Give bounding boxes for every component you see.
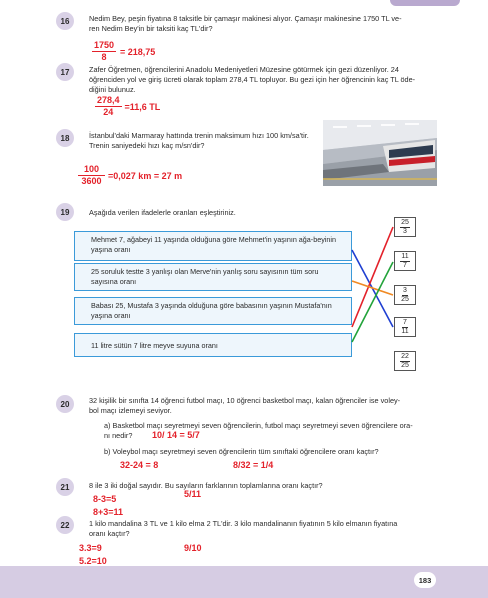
q20-a-line2: nı nedir? xyxy=(104,431,133,440)
q16-frac-num: 1750 xyxy=(94,40,115,50)
ratio-3-den: 25 xyxy=(401,295,409,303)
ratio-4-num: 7 xyxy=(403,318,407,326)
q16-frac-den: 8 xyxy=(101,52,107,62)
question-number-19: 19 xyxy=(56,203,74,221)
q17-frac-num: 278,4 xyxy=(97,95,120,105)
q20-part-b: b) Voleybol maçı seyretmeyi seven öğrencilerin tüm sınıftaki öğrencilere oranı kaçtır? xyxy=(104,447,379,456)
q16-line1: Nedim Bey, peşin fiyatına 8 taksitle bir çamaşır makinesi alıyor. Çamaşır makinesine 1750 TL ve- xyxy=(89,14,402,23)
match-line-3 xyxy=(352,227,393,327)
q21-answer-3: 5/11 xyxy=(184,489,202,499)
statement-box-2: 25 soruluk testte 3 yanlışı olan Merve'nin yanlış soru sayısının tüm soru sayısına oranı xyxy=(74,263,352,291)
q17-line2: öğrenciden yol ve giriş ücreti olarak toplam 278,4 TL topluyor. Bu gezi için her öğrencinin kaç TL öde- xyxy=(89,75,416,84)
ratio-4-den: 11 xyxy=(401,327,409,335)
ratio-2-num: 11 xyxy=(401,252,409,260)
q16-line2: ren Nedim Bey'in bir taksiti kaç TL'dir? xyxy=(89,24,213,33)
q20-text xyxy=(89,396,449,416)
q18-line1: İstanbul'daki Marmaray hattında trenin maksimum hızı 100 km/sa'tir. xyxy=(89,131,309,140)
q17-result: =11,6 TL xyxy=(124,101,161,112)
q18-frac-num: 100 xyxy=(78,164,105,176)
q21-text: 8 ile 3 iki doğal sayıdır. Bu sayıların farklarının toplamlarına oranı kaçtır? xyxy=(89,481,323,490)
ratio-2-den: 7 xyxy=(403,261,407,269)
q21-answer-2: 8+3=11 xyxy=(93,507,124,517)
statement-box-4: 11 litre sütün 7 litre meyve suyuna oranı xyxy=(74,333,352,357)
q20-line2: bol maçı izlemeyi seviyor. xyxy=(89,406,172,415)
q20-a-line1: a) Basketbol maçı seyretmeyi seven öğrencilerin, futbol maçı seyretmeyi seven öğrencilere ora- xyxy=(104,421,413,430)
q22-line1: 1 kilo mandalina 3 TL ve 1 kilo elma 2 TL'dir. 3 kilo mandalinanın fiyatının 5 kilo elmanın fiyatına xyxy=(89,519,398,528)
match-line-2 xyxy=(352,281,393,295)
question-number-22: 22 xyxy=(56,516,74,534)
q22-text xyxy=(89,519,449,539)
question-number-17: 17 xyxy=(56,63,74,81)
q16-result: = 218,75 xyxy=(120,46,156,57)
statement-box-3: Babası 25, Mustafa 3 yaşında olduğuna göre babasının yaşının Mustafa'nın yaşına oranı xyxy=(74,297,352,325)
q22-answer-1: 3.3=9 xyxy=(79,543,102,553)
statement-box-1: Mehmet 7, ağabeyi 11 yaşında olduğuna göre Mehmet'in yaşının ağa-beyinin yaşına oranı xyxy=(74,231,352,261)
ratio-5-den: 25 xyxy=(401,361,409,369)
question-number-16: 16 xyxy=(56,12,74,30)
question-number-20: 20 xyxy=(56,395,74,413)
q20-a-answer: 10/ 14 = 5/7 xyxy=(152,430,200,440)
match-line-4 xyxy=(352,262,393,342)
q22-answer-3: 9/10 xyxy=(184,543,202,553)
question-number-21: 21 xyxy=(56,478,74,496)
q21-answer-1: 8-3=5 xyxy=(93,494,117,504)
question-number-18: 18 xyxy=(56,129,74,147)
q17-frac-den: 24 xyxy=(103,107,114,117)
ratio-5-num: 22 xyxy=(401,352,409,360)
ratio-1-num: 25 xyxy=(401,218,409,226)
q22-answer-2: 5.2=10 xyxy=(79,556,107,566)
q20-b-answer-2: 8/32 = 1/4 xyxy=(233,460,274,470)
q20-b-answer-1: 32-24 = 8 xyxy=(120,460,159,470)
q20-line1: 32 kişilik bir sınıfta 14 öğrenci futbol maçı, 10 öğrenci basketbol maçı, kalan öğrenciler ise voley- xyxy=(89,396,401,405)
q18-result: =0,027 km = 27 m xyxy=(108,170,183,181)
page-number: 183 xyxy=(414,572,436,588)
q22-line2: oranı kaçtır? xyxy=(89,529,130,538)
q19-instruction: Aşağıda verilen ifadelerle oranları eşleştiriniz. xyxy=(89,208,236,217)
q17-line3: diğini bulunuz. xyxy=(89,85,136,94)
q18-frac-den: 3600 xyxy=(81,176,102,186)
q17-line1: Zafer Öğretmen, öğrencilerini Anadolu Medeniyetleri Müzesine götürmek için gezi düzenliyor. 24 xyxy=(89,65,399,74)
ratio-1-den: 3 xyxy=(403,227,407,235)
ratio-3-num: 3 xyxy=(403,286,407,294)
q18-line2: Trenin saniyedeki hızı kaç m/sn'dir? xyxy=(89,141,205,150)
